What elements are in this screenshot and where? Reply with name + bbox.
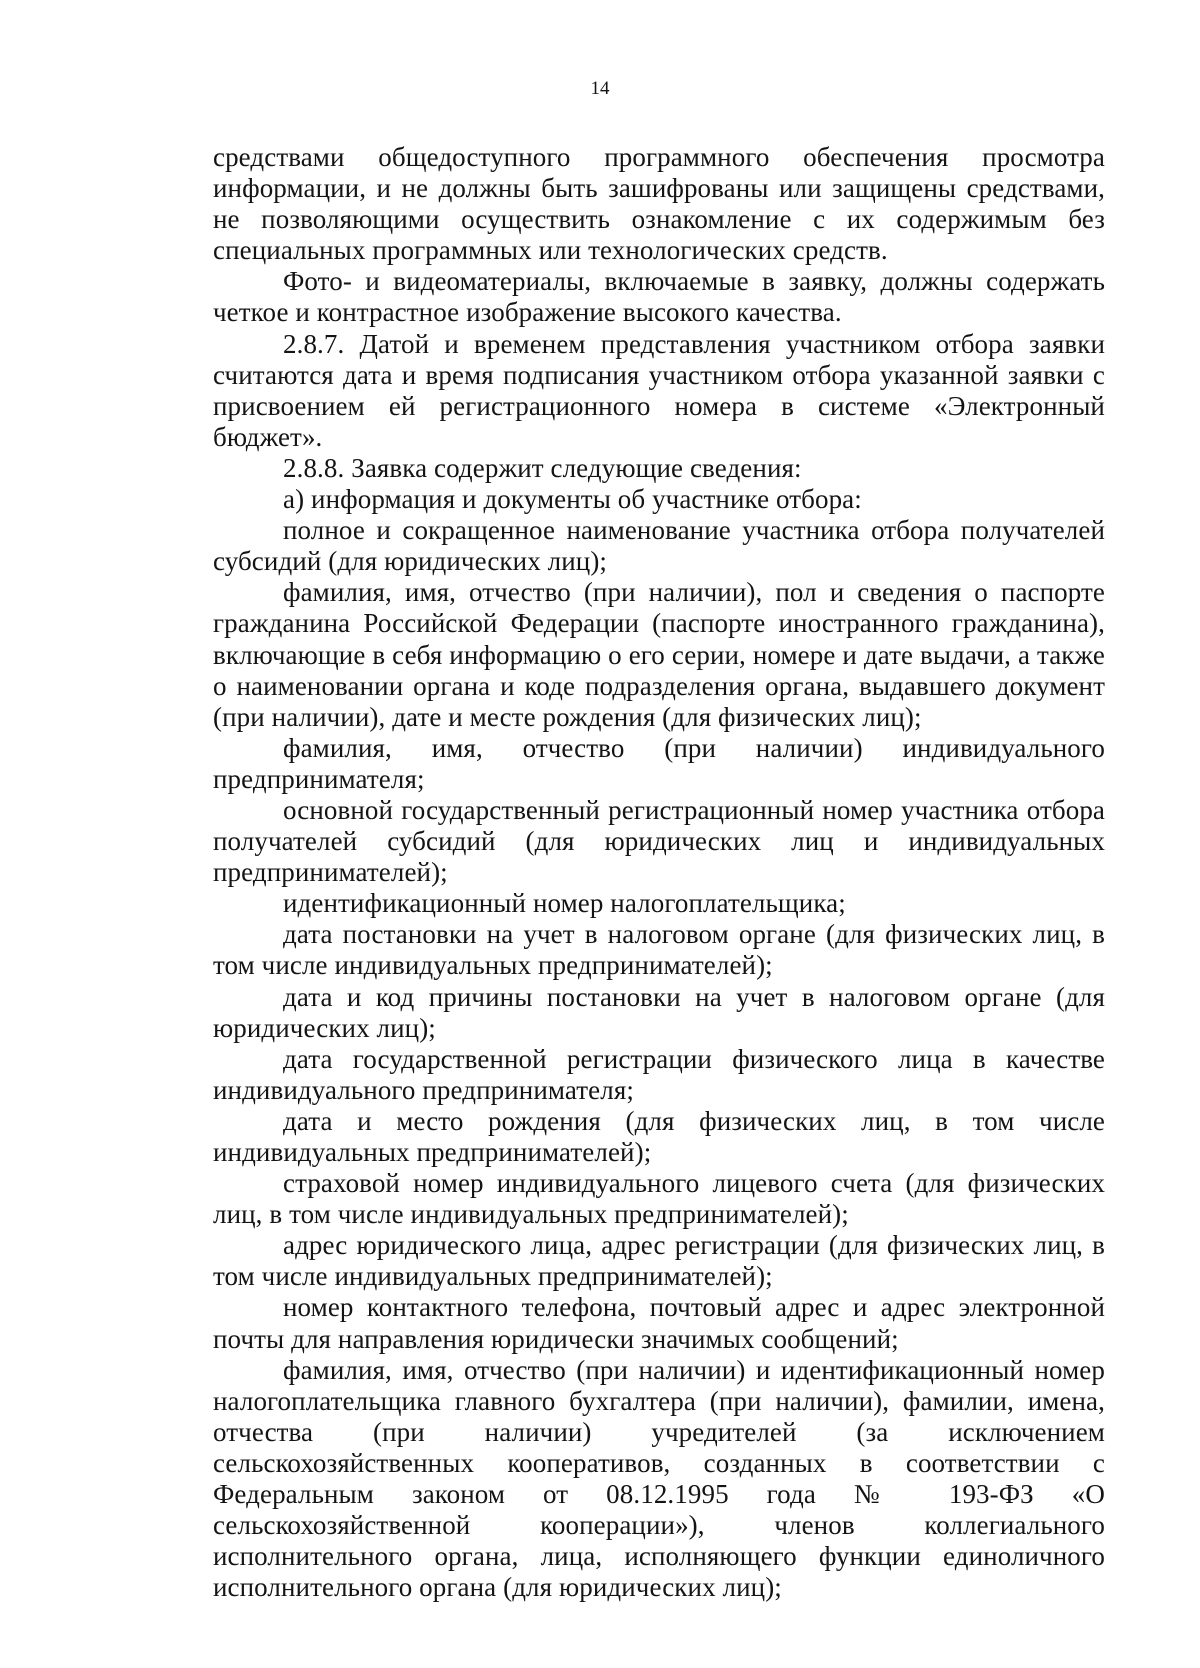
list-item: полное и сокращенное наименование участника отбора получателей субсидий (для юридических лиц);	[213, 515, 1105, 577]
list-item: номер контактного телефона, почтовый адрес и адрес электронной почты для направления юридически значимых сообщений;	[213, 1292, 1105, 1354]
list-item: дата постановки на учет в налоговом органе (для физических лиц, в том числе индивидуальных предпринимателей);	[213, 919, 1105, 981]
list-item: фамилия, имя, отчество (при наличии) индивидуального предпринимателя;	[213, 732, 1105, 794]
list-item: страховой номер индивидуального лицевого счета (для физических лиц, в том числе индивидуальных предпринимателей);	[213, 1168, 1105, 1230]
list-item: основной государственный регистрационный номер участника отбора получателей субсидий (для юридических лиц и индивидуальных предпринимателей);	[213, 794, 1105, 888]
page-number: 14	[590, 78, 610, 99]
list-item: дата и код причины постановки на учет в налоговом органе (для юридических лиц);	[213, 981, 1105, 1043]
document-body	[213, 142, 1105, 1603]
paragraph-continuation: средствами общедоступного программного обеспечения просмотра информации, и не должны быть зашифрованы или защищены средствами, не позволяющими осуществить ознакомление с их содержимым без специальных программных или технологических средств.	[213, 142, 1105, 266]
list-item: дата и место рождения (для физических лиц, в том числе индивидуальных предпринимателей);	[213, 1105, 1105, 1167]
list-item: идентификационный номер налогоплательщика;	[283, 888, 846, 919]
paragraph-2-8-8: 2.8.8. Заявка содержит следующие сведения:	[283, 452, 802, 483]
paragraph-photo-video: Фото- и видеоматериалы, включаемые в заявку, должны содержать четкое и контрастное изображение высокого качества.	[213, 266, 1105, 328]
paragraph-2-8-7: 2.8.7. Датой и временем представления участником отбора заявки считаются дата и время подписания участником отбора указанной заявки с присвоением ей регистрационного номера в системе «Электронный бюджет».	[213, 328, 1105, 452]
list-item: фамилия, имя, отчество (при наличии) и идентификационный номер налогоплательщика главного бухгалтера (при наличии), фамилии, имена, отчества (при наличии) учредителей (за исключением сельскохозяйственных кооперативов, созданных в соответствии с Федеральным законом от 08.12.1995 года № 193-ФЗ «О сельскохозяйственной кооперации»), членов коллегиального исполнительного органа, лица, исполняющего функции единоличного исполнительного органа (для юридических лиц);	[213, 1354, 1105, 1603]
list-item: фамилия, имя, отчество (при наличии), пол и сведения о паспорте гражданина Российской Федерации (паспорте иностранного гражданина), включающие в себя информацию о его серии, номере и дате выдачи, а также о наименовании органа и коде подразделения органа, выдавшего документ (при наличии), дате и месте рождения (для физических лиц);	[213, 577, 1105, 732]
list-item: дата государственной регистрации физического лица в качестве индивидуального предпринимателя;	[213, 1043, 1105, 1105]
paragraph-subitem-a: а) информация и документы об участнике отбора:	[283, 484, 862, 515]
list-item: адрес юридического лица, адрес регистрации (для физических лиц, в том числе индивидуальных предпринимателей);	[213, 1230, 1105, 1292]
